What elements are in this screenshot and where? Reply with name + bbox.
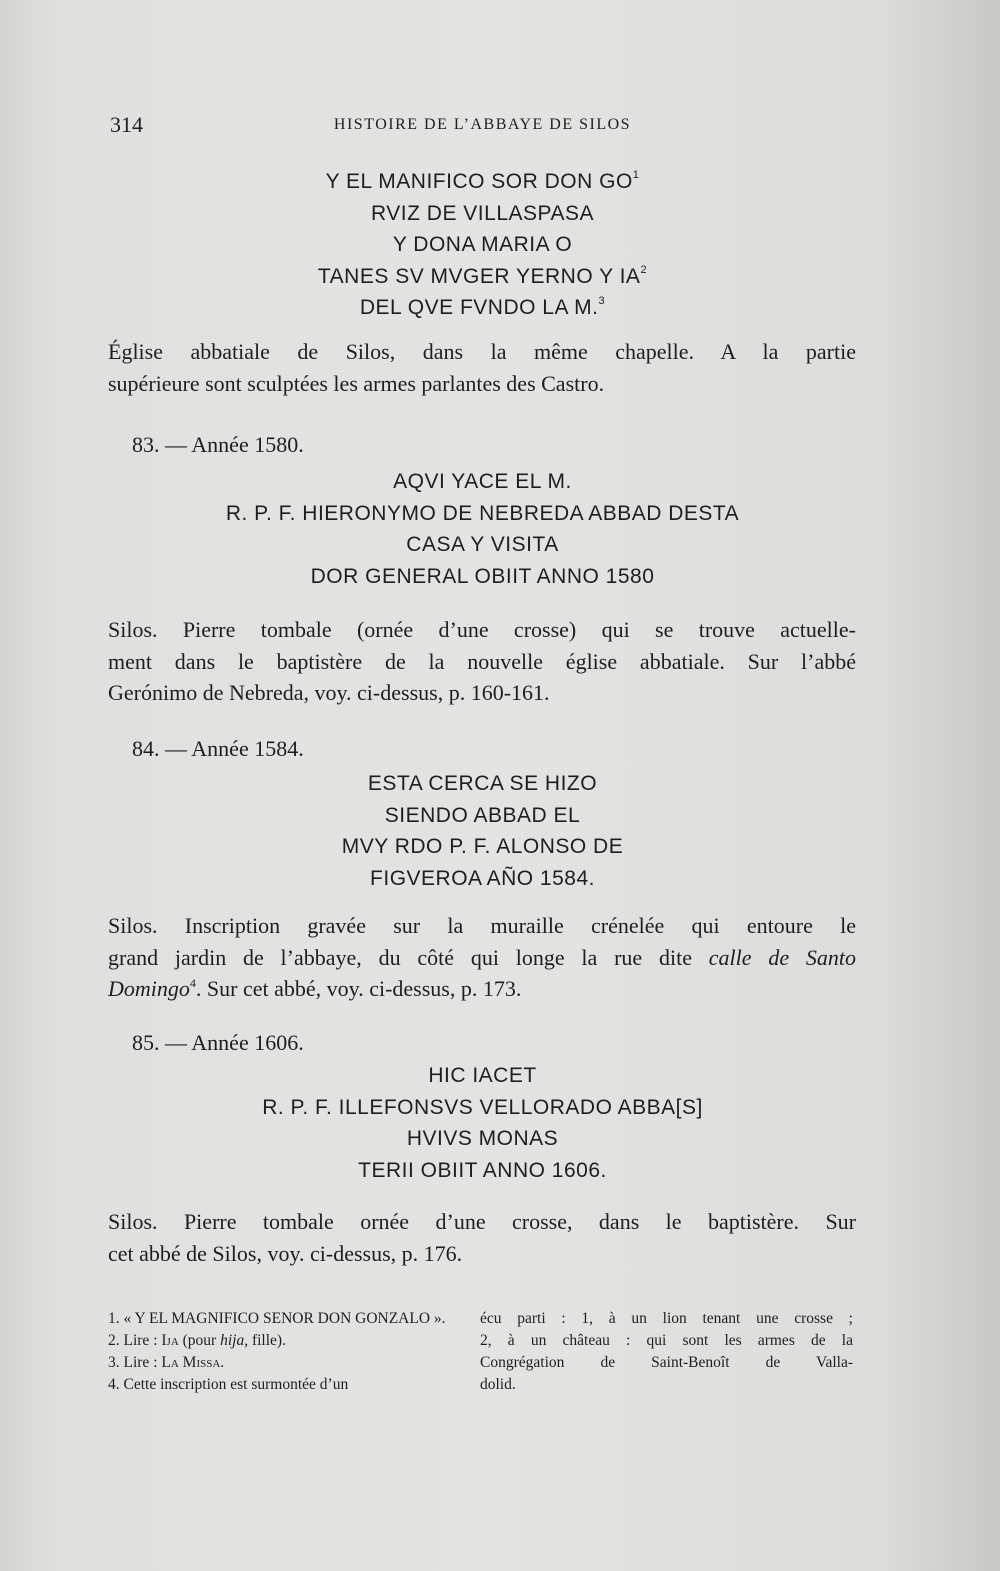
footnote-continuation: écu parti : 1, à un lion tenant une crosse ; <box>480 1310 853 1327</box>
inscription-line: TANES SV MVGER YERNO Y $IA^2$ <box>317 263 648 288</box>
entry-heading-84: 84. — Année 1584. <box>132 736 304 761</box>
inscription-block-85 <box>110 1060 855 1186</box>
inscription-line: FIGVEROA AÑO 1584. <box>370 866 595 890</box>
inscription-line: Y EL MANIFICO SOR DON $GO^1$ <box>325 169 640 193</box>
commentary-block-84 <box>108 910 856 1005</box>
inscription-line: R. P. F. ILLEFONSVS VELLORADO ABBA[S] <box>262 1095 703 1119</box>
text-line: Silos. Pierre tombale (ornée d’une crosse) qui se trouve actuelle- <box>108 617 856 642</box>
running-title: HISTOIRE DE L’ABBAYE DE SILOS <box>333 116 632 133</box>
footnote-mark: 2 <box>640 263 648 276</box>
footnote-mark: 3 <box>598 295 606 307</box>
footnote-continuation: 2, à un château : qui sont les armes de la <box>480 1332 853 1349</box>
footnote-separator <box>105 1295 245 1296</box>
footnote-2: 2. Lire : Ija (pour hija, fille). <box>108 1332 286 1349</box>
entry-heading-83: 83. — Année 1580. <box>132 432 304 457</box>
text-line: supérieure sont sculptées les armes parlantes des Castro. <box>108 370 605 396</box>
inscription-line: TERII OBIIT ANNO 1606. <box>358 1158 607 1182</box>
entry-heading-85: 85. — Année 1606. <box>132 1030 304 1055</box>
inscription-line: MVY RDO P. F. ALONSO DE <box>341 835 624 858</box>
italic-text: calle de Santo <box>708 944 856 970</box>
text-line: Gerónimo de Nebreda, voy. ci-dessus, p. 160-161. <box>108 680 550 705</box>
text-line: grand jardin de l’abbaye, du côté qui longe la rue dite calle de Santo <box>108 944 856 970</box>
text-line: ment dans le baptistère de la nouvelle église abbatiale. Sur l’abbé <box>108 648 856 674</box>
text-line: cet abbé de Silos, voy. ci-dessus, p. 176. <box>108 1240 463 1266</box>
running-head <box>110 112 855 142</box>
inscription-line: DOR GENERAL OBIIT ANNO 1580 <box>310 564 655 588</box>
inscription-line: ESTA CERCA SE HIZO <box>367 772 598 795</box>
footnote-continuation: Congrégation de Saint-Benoît de Valla- <box>480 1354 853 1371</box>
footnotes-left-column <box>108 1308 458 1396</box>
footnote-4: 4. Cette inscription est surmontée d’un <box>108 1376 349 1393</box>
inscription-line: HIC IACET <box>428 1064 537 1087</box>
footnote-continuation: dolid. <box>480 1376 516 1393</box>
footnote-mark: 4 <box>189 976 196 990</box>
inscription-line: R. P. F. HIERONYMO DE NEBREDA ABBAD DESTA <box>225 501 740 525</box>
text-line: Silos. Pierre tombale ornée d’une crosse, dans le baptistère. Sur <box>108 1209 856 1234</box>
inscription-line: RVIZ DE VILLASPASA <box>371 201 594 225</box>
inscription-line: HVIVS MONAS <box>406 1127 559 1150</box>
inscription-block-83 <box>110 466 855 592</box>
inscription-line: CASA Y VISITA <box>406 533 559 556</box>
commentary-block-83 <box>108 614 856 709</box>
footnote-mark: 1 <box>632 169 640 181</box>
text-line: Silos. Inscription gravée sur la muraille crénelée qui entoure le <box>108 913 856 938</box>
footnotes-right-column <box>480 1308 853 1396</box>
italic-text: Domingo <box>108 976 190 1001</box>
commentary-block-1 <box>108 336 856 399</box>
inscription-block-1 <box>110 166 855 324</box>
commentary-block-85 <box>108 1206 856 1269</box>
page-number: 314 <box>110 112 143 137</box>
footnote-1: 1. « Y EL MAGNIFICO SENOR DON GONZALO ». <box>108 1310 446 1327</box>
inscription-line: Y DONA MARIA O <box>392 233 573 256</box>
inscription-block-84 <box>110 768 855 894</box>
footnote-3: 3. Lire : La Missa. <box>108 1354 225 1371</box>
text-line: Domingo$^4$. Sur cet abbé, voy. ci-dessus, p. 173. <box>108 976 522 1001</box>
inscription-line: SIENDO ABBAD EL <box>384 803 581 827</box>
inscription-line: DEL QVE FVNDO LA M.$^3$ <box>359 295 606 319</box>
text-line: Église abbatiale de Silos, dans la même chapelle. A la partie <box>108 339 856 364</box>
inscription-line: AQVI YACE EL M. <box>393 470 572 493</box>
